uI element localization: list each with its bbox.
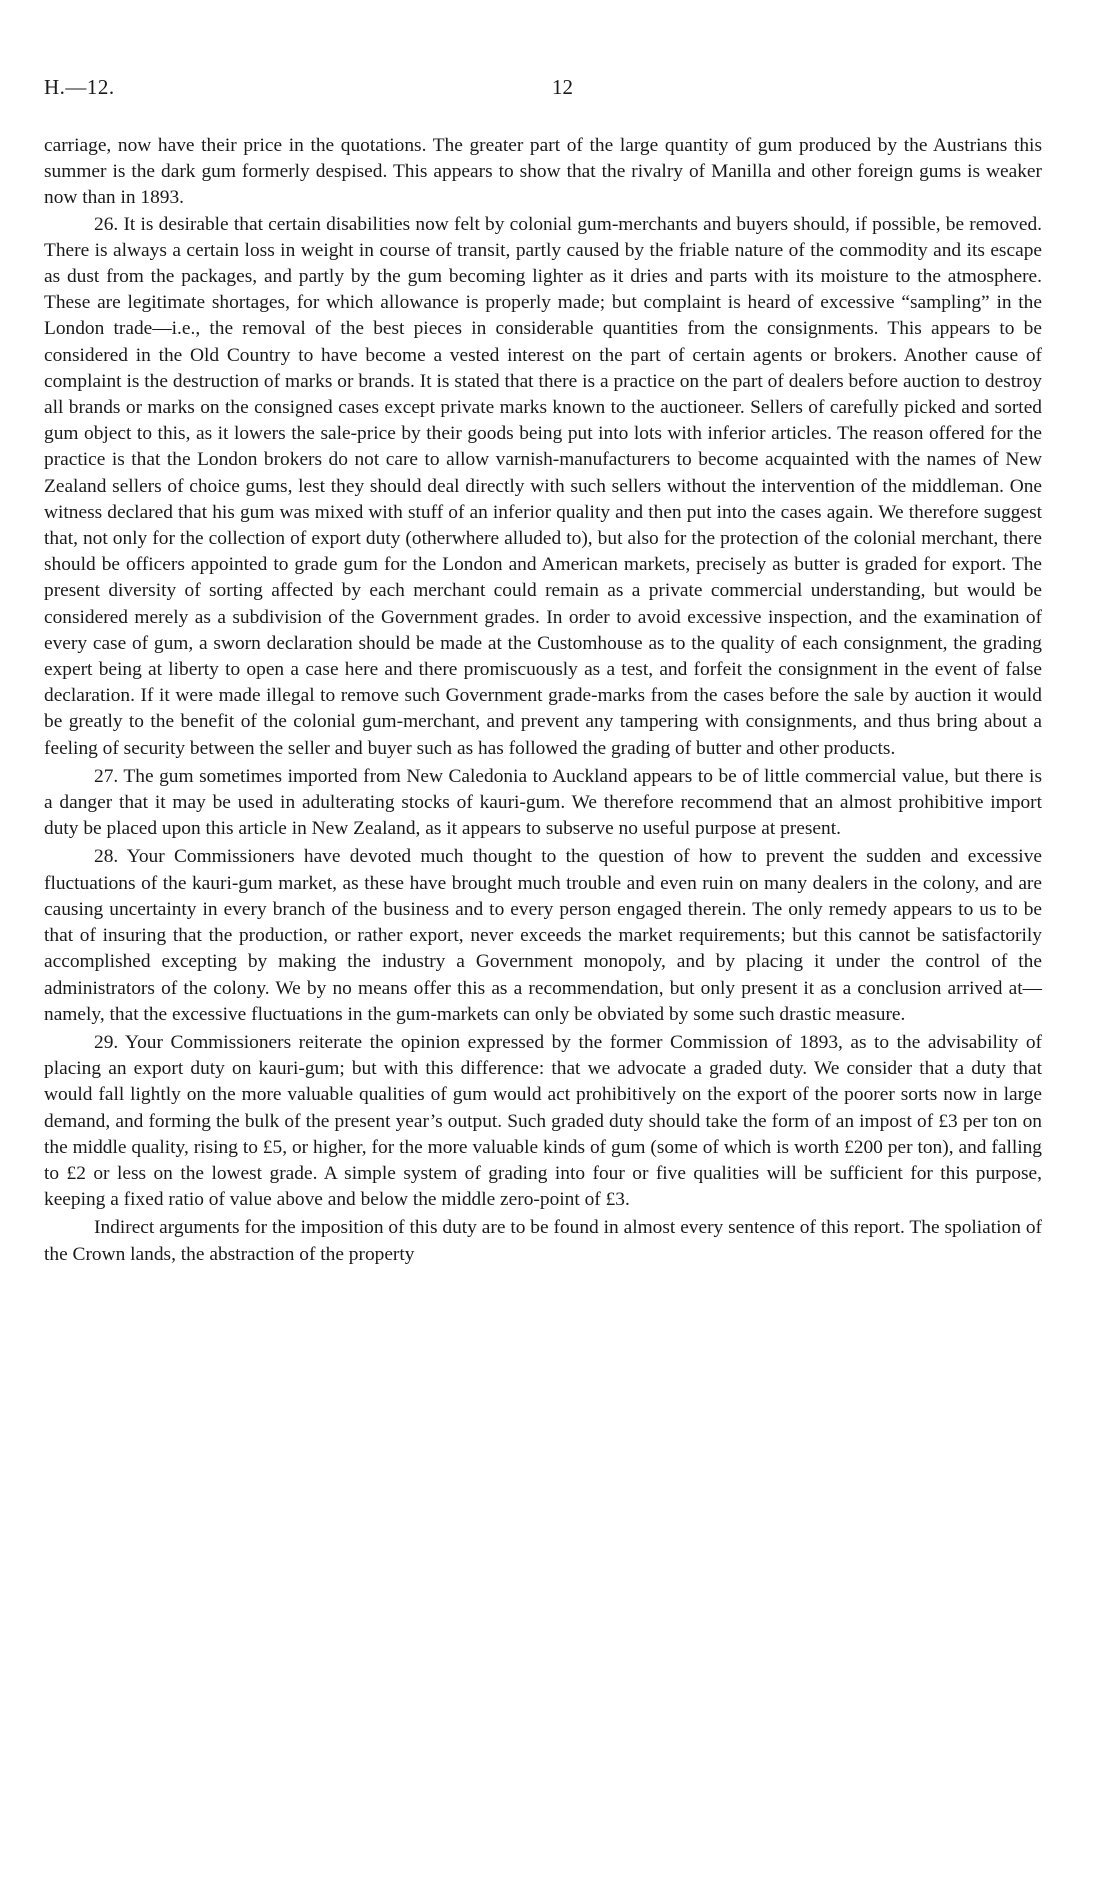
page-number: 12: [552, 75, 573, 99]
paragraph-27: 27. The gum sometimes imported from New Caledonia to Auckland appears to be of little commercial value, but there is a danger that it may be used in adulterating stocks of kauri-gum. We therefore recommend that an almost prohibitive import duty be placed upon this article in New Zealand, as it appears to subserve no useful purpose at present.: [44, 765, 1042, 840]
paragraph-29: 29. Your Commissioners reiterate the opinion expressed by the former Commission of 1893, as to the advisability of placing an export duty on kauri-gum; but with this difference: that we advocate a graded duty. We consider that a duty that would fall lightly on the more valuable qualities of gum would act prohibitively on the export of the poorer sorts now in large demand, and forming the bulk of the present year’s output. Such graded duty should take the form of an impost of £3 per ton on the middle quality, rising to £5, or higher, for the more valuable kinds of gum (some of which is worth £200 per ton), and falling to £2 or less on the lowest grade. A simple system of grading into four or five qualities will be sufficient for this purpose, keeping a fixed ratio of value above and below the middle zero-point of £3.: [44, 1031, 1042, 1211]
paragraph-indirect-arguments: Indirect arguments for the imposition of this duty are to be found in almost every sentence of this report. The spoliation of the Crown lands, the abstraction of the property: [44, 1217, 1042, 1265]
page-header: [44, 75, 1070, 105]
paragraph-continuation: carriage, now have their price in the quotations. The greater part of the large quantity of gum produced by the Austrians this summer is the dark gum formerly despised. This appears to show that the rivalry of Manilla and other foreign gums is weaker now than in 1893.: [44, 135, 1042, 209]
paragraph-28: 28. Your Commissioners have devoted much thought to the question of how to prevent the sudden and excessive fluctuations of the kauri-gum market, as these have brought much trouble and even ruin on many dealers in the colony, and are causing uncertainty in every branch of the business and to every person engaged therein. The only remedy appears to us to be that of insuring that the production, or rather export, never exceeds the market requirements; but this cannot be satisfactorily accomplished excepting by making the industry a Government monopoly, and by placing it under the control of the administrators of the colony. We by no means offer this as a recommendation, but only present it as a conclusion arrived at—namely, that the excessive fluctuations in the gum-markets can only be obviated by some such drastic measure.: [44, 846, 1042, 1025]
paragraph-26: 26. It is desirable that certain disabilities now felt by colonial gum-merchants and buyers should, if possible, be removed. There is always a certain loss in weight in course of transit, partly caused by the friable nature of the commodity and its escape as dust from the packages, and partly by the gum becoming lighter as it dries and parts with its moisture to the atmosphere. These are legitimate shortages, for which allowance is properly made; but complaint is heard of excessive “sampling” in the London trade—i.e., the removal of the best pieces in considerable quantities from the consignments. This appears to be considered in the Old Country to have become a vested interest on the part of certain agents or brokers. Another cause of complaint is the destruction of marks or brands. It is stated that there is a practice on the part of dealers before auction to destroy all brands or marks on the consigned cases except private marks known to the auctioneer. Sellers of carefully picked and sorted gum object to this, as it lowers the sale-price by their goods being put into lots with inferior articles. The reason offered for the practice is that the London brokers do not care to allow varnish-manufacturers to become acquainted with the names of New Zealand sellers of choice gums, lest they should deal directly with such sellers without the intervention of the middleman. One witness declared that his gum was mixed with stuff of an inferior quality and then put into the cases again. We therefore suggest that, not only for the collection of export duty (otherwhere alluded to), but also for the protection of the colonial merchant, there should be officers appointed to grade gum for the London and American markets, precisely as butter is graded for export. The present diversity of sorting affected by each merchant could remain as a private commercial understanding, but would be considered merely as a subdivision of the Government grades. In order to avoid excessive inspection, and the examination of every case of gum, a sworn declaration should be made at the Customhouse as to the quality of each consignment, the grading expert being at liberty to open a case here and there promiscuously as a test, and forfeit the consignment in the event of false declaration. If it were made illegal to remove such Government grade-marks from the cases before the sale by auction it would be greatly to the benefit of the colonial gum-merchant, and prevent any tampering with consignments, and thus bring about a feeling of security between the seller and buyer such as has followed the grading of butter and other products.: [44, 213, 1042, 759]
document-reference: H.—12.: [44, 75, 115, 99]
body-text: [44, 133, 1042, 1268]
